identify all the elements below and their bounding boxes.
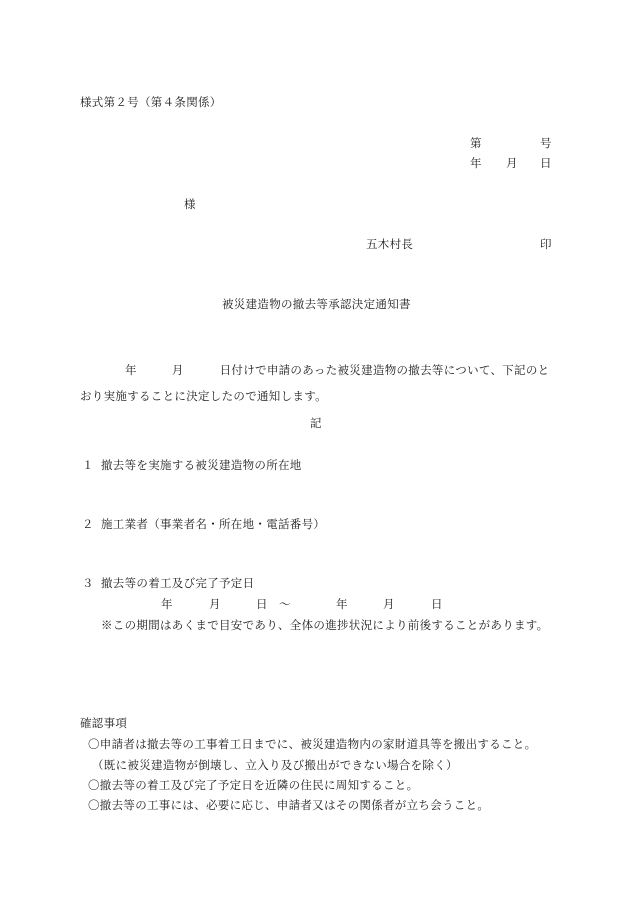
confirmation-item-1: 〇申請者は撤去等の工事着工日までに、被災建造物内の家財道具等を搬出すること。 bbox=[88, 737, 537, 751]
confirmation-item-1-note: （既に被災建造物が倒壊し、立入り及び搬出ができない場合を除く） bbox=[92, 758, 458, 772]
addressee-suffix: 様 bbox=[184, 197, 196, 211]
item-3-number: ３ bbox=[82, 576, 94, 590]
confirmation-item-3: 〇撤去等の工事には、必要に応じ、申請者又はその関係者が立ち会うこと。 bbox=[88, 798, 490, 812]
period-start-month: 月 bbox=[209, 597, 221, 611]
body-month: 月 bbox=[171, 363, 184, 377]
form-number: 様式第２号（第４条関係） bbox=[80, 95, 222, 109]
document-title: 被災建造物の撤去等承認決定通知書 bbox=[222, 297, 411, 311]
item-2-label: 施工業者（事業者名・所在地・電話番号） bbox=[101, 517, 326, 531]
period-tilde: ～ bbox=[279, 597, 291, 611]
body-paragraph bbox=[80, 357, 550, 409]
period-note: ※この期間はあくまで目安であり、全体の進捗状況により前後することがあります。 bbox=[101, 618, 549, 632]
body-year: 年 bbox=[125, 363, 137, 377]
date-month: 月 bbox=[506, 156, 518, 170]
date-year: 年 bbox=[470, 156, 482, 170]
date-day: 日 bbox=[540, 156, 552, 170]
confirmations-heading: 確認事項 bbox=[80, 716, 128, 730]
period-end-month: 月 bbox=[383, 597, 395, 611]
issuer-title: 五木村長 bbox=[366, 237, 414, 251]
body-line-1 bbox=[80, 357, 550, 383]
body-line-2: おり実施することに決定したので通知します。 bbox=[80, 389, 327, 403]
doc-number-prefix: 第 bbox=[470, 136, 482, 150]
item-1-label: 撤去等を実施する被災建造物の所在地 bbox=[101, 458, 302, 472]
item-3-label: 撤去等の着工及び完了予定日 bbox=[101, 576, 255, 590]
item-1-number: １ bbox=[82, 458, 94, 472]
body-line-1-text: 日付けで申請のあった被災建造物の撤去等について、下記のと bbox=[219, 363, 550, 377]
issuer-seal: 印 bbox=[540, 237, 552, 251]
period-start-year: 年 bbox=[161, 597, 173, 611]
ki-heading: 記 bbox=[310, 416, 322, 430]
item-2-number: ２ bbox=[82, 517, 94, 531]
period-start-day: 日 bbox=[256, 597, 268, 611]
confirmation-item-2: 〇撤去等の着工及び完了予定日を近隣の住民に周知すること。 bbox=[88, 778, 419, 792]
doc-number-suffix: 号 bbox=[540, 136, 552, 150]
period-end-day: 日 bbox=[431, 597, 443, 611]
period-end-year: 年 bbox=[336, 597, 348, 611]
